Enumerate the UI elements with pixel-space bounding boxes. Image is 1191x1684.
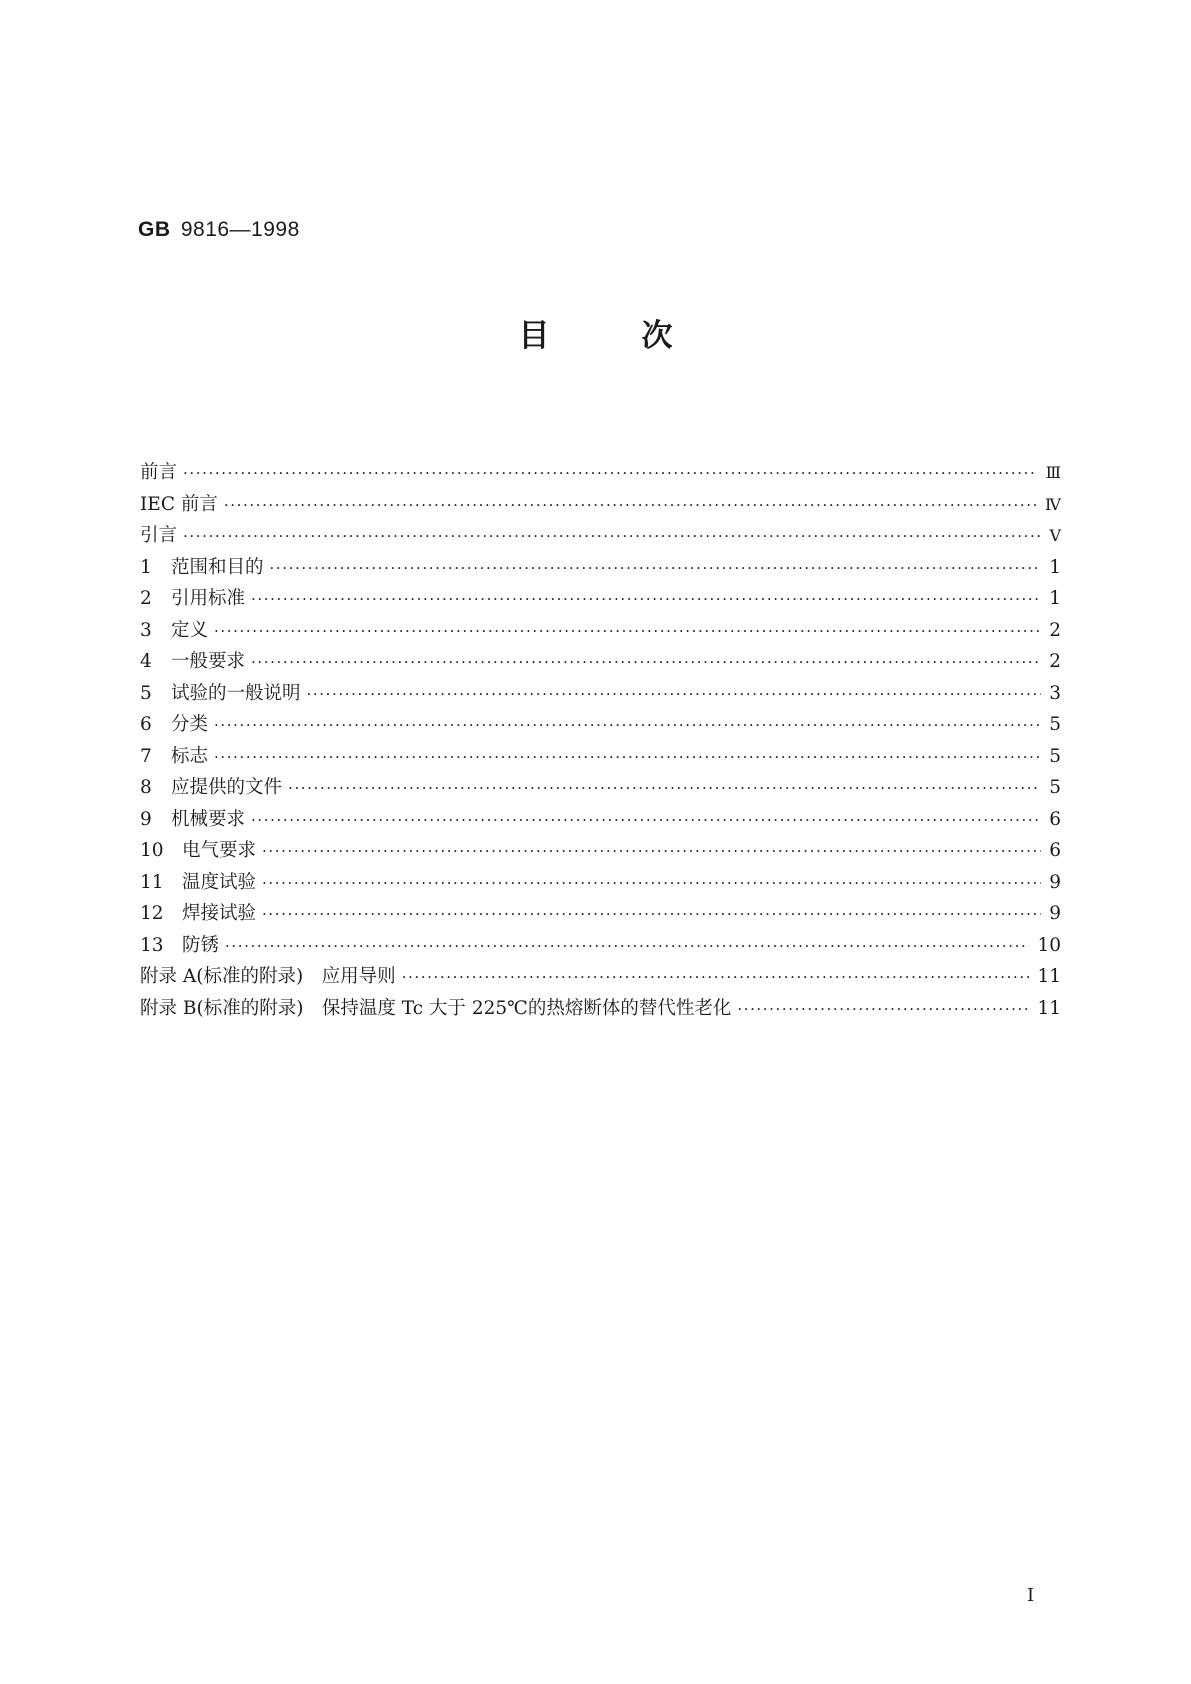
toc-entry-page: Ⅳ [1045, 494, 1061, 514]
standard-prefix: GB [138, 218, 171, 241]
toc-entry[interactable] [140, 868, 1061, 900]
toc-entry[interactable] [140, 931, 1061, 963]
toc-entry-page: 5 [1049, 714, 1061, 735]
toc-entry-page: 1 [1049, 588, 1061, 609]
toc-entry-page: 3 [1049, 682, 1061, 704]
toc-entry[interactable] [140, 994, 1061, 1026]
dot-leader [214, 622, 1041, 640]
toc-entry-page: 5 [1049, 777, 1061, 798]
title-char-2: 次 [641, 318, 673, 354]
toc-entry-number: 5 [140, 682, 152, 704]
dot-leader [183, 464, 1038, 482]
toc-entry[interactable] [140, 584, 1061, 616]
toc-entry-page: 10 [1037, 934, 1061, 956]
toc-entry[interactable] [140, 490, 1061, 522]
dot-leader [307, 685, 1041, 703]
toc-entry[interactable] [140, 710, 1061, 742]
toc-entry-label: 引言 [140, 525, 178, 546]
table-of-contents [140, 458, 1061, 1025]
standard-number: 9816—1998 [180, 218, 300, 241]
dot-leader [183, 527, 1041, 545]
toc-entry-number: 8 [140, 777, 152, 798]
toc-entry-page: 6 [1049, 808, 1061, 830]
toc-entry-label: 标志 [171, 745, 209, 767]
dot-leader [251, 811, 1041, 829]
dot-leader [262, 842, 1041, 860]
toc-entry-number: 2 [140, 588, 152, 609]
dot-leader [251, 653, 1041, 671]
toc-entry-label: 试验的一般说明 [171, 682, 301, 704]
toc-entry-label: 附录 B(标准的附录) 保持温度 Tc 大于 225℃的热熔断体的替代性老化 [140, 997, 732, 1019]
toc-entry-label: 温度试验 [182, 871, 257, 893]
dot-leader [288, 779, 1041, 797]
toc-entry-page: 2 [1049, 619, 1061, 641]
toc-entry[interactable] [140, 805, 1061, 837]
page-title [0, 310, 1191, 355]
toc-entry[interactable] [140, 521, 1061, 553]
toc-entry-label: 电气要求 [182, 840, 257, 861]
toc-entry-label: IEC 前言 [140, 493, 218, 515]
toc-entry-page: 11 [1037, 966, 1061, 987]
toc-entry-page: 5 [1049, 745, 1061, 767]
toc-entry-page: 6 [1049, 840, 1061, 861]
title-char-1: 目 [518, 318, 550, 354]
toc-entry-number: 13 [140, 934, 164, 956]
toc-entry-number: 12 [140, 903, 164, 924]
toc-entry-page: 2 [1049, 651, 1061, 672]
toc-entry-label: 一般要求 [171, 651, 246, 672]
dot-leader [214, 748, 1041, 766]
toc-entry-page: 11 [1037, 997, 1061, 1019]
dot-leader [225, 937, 1029, 955]
toc-entry[interactable] [140, 899, 1061, 931]
toc-entry-number: 10 [140, 840, 164, 861]
toc-entry-label: 机械要求 [171, 808, 246, 830]
dot-leader [224, 496, 1037, 514]
toc-entry-page: 1 [1049, 556, 1061, 578]
page-number: I [1027, 1585, 1035, 1606]
toc-entry-label: 分类 [171, 714, 209, 735]
toc-entry-label: 引用标准 [171, 588, 246, 609]
dot-leader [262, 905, 1041, 923]
standard-identifier [138, 218, 300, 242]
toc-entry[interactable] [140, 773, 1061, 805]
toc-entry-number: 11 [140, 871, 164, 893]
dot-leader [214, 716, 1041, 734]
toc-entry[interactable] [140, 962, 1061, 994]
toc-entry-page: 9 [1049, 871, 1061, 893]
toc-entry[interactable] [140, 616, 1061, 648]
toc-entry-label: 定义 [171, 619, 209, 641]
dot-leader [402, 968, 1030, 986]
dot-leader [251, 590, 1041, 608]
toc-entry-label: 应提供的文件 [171, 777, 283, 798]
toc-entry-page: 9 [1049, 903, 1061, 924]
toc-entry-label: 前言 [140, 462, 178, 483]
toc-entry-number: 1 [140, 556, 152, 578]
toc-entry-number: 6 [140, 714, 152, 735]
toc-entry[interactable] [140, 679, 1061, 711]
toc-entry-label: 焊接试验 [182, 903, 257, 924]
toc-entry[interactable] [140, 647, 1061, 679]
toc-entry-page: Ⅲ [1045, 463, 1061, 482]
toc-entry-number: 7 [140, 745, 152, 767]
toc-entry[interactable] [140, 553, 1061, 585]
toc-entry-label: 附录 A(标准的附录) 应用导则 [140, 966, 396, 987]
dot-leader [262, 874, 1041, 892]
toc-entry-page: Ⅴ [1049, 526, 1061, 545]
toc-entry-number: 9 [140, 808, 152, 830]
toc-entry-number: 3 [140, 619, 152, 641]
dot-leader [737, 1000, 1029, 1018]
dot-leader [270, 559, 1041, 577]
toc-entry-label: 范围和目的 [171, 556, 264, 578]
toc-entry[interactable] [140, 836, 1061, 868]
toc-entry[interactable] [140, 458, 1061, 490]
toc-entry-label: 防锈 [182, 934, 220, 956]
toc-entry[interactable] [140, 742, 1061, 774]
toc-entry-number: 4 [140, 651, 152, 672]
